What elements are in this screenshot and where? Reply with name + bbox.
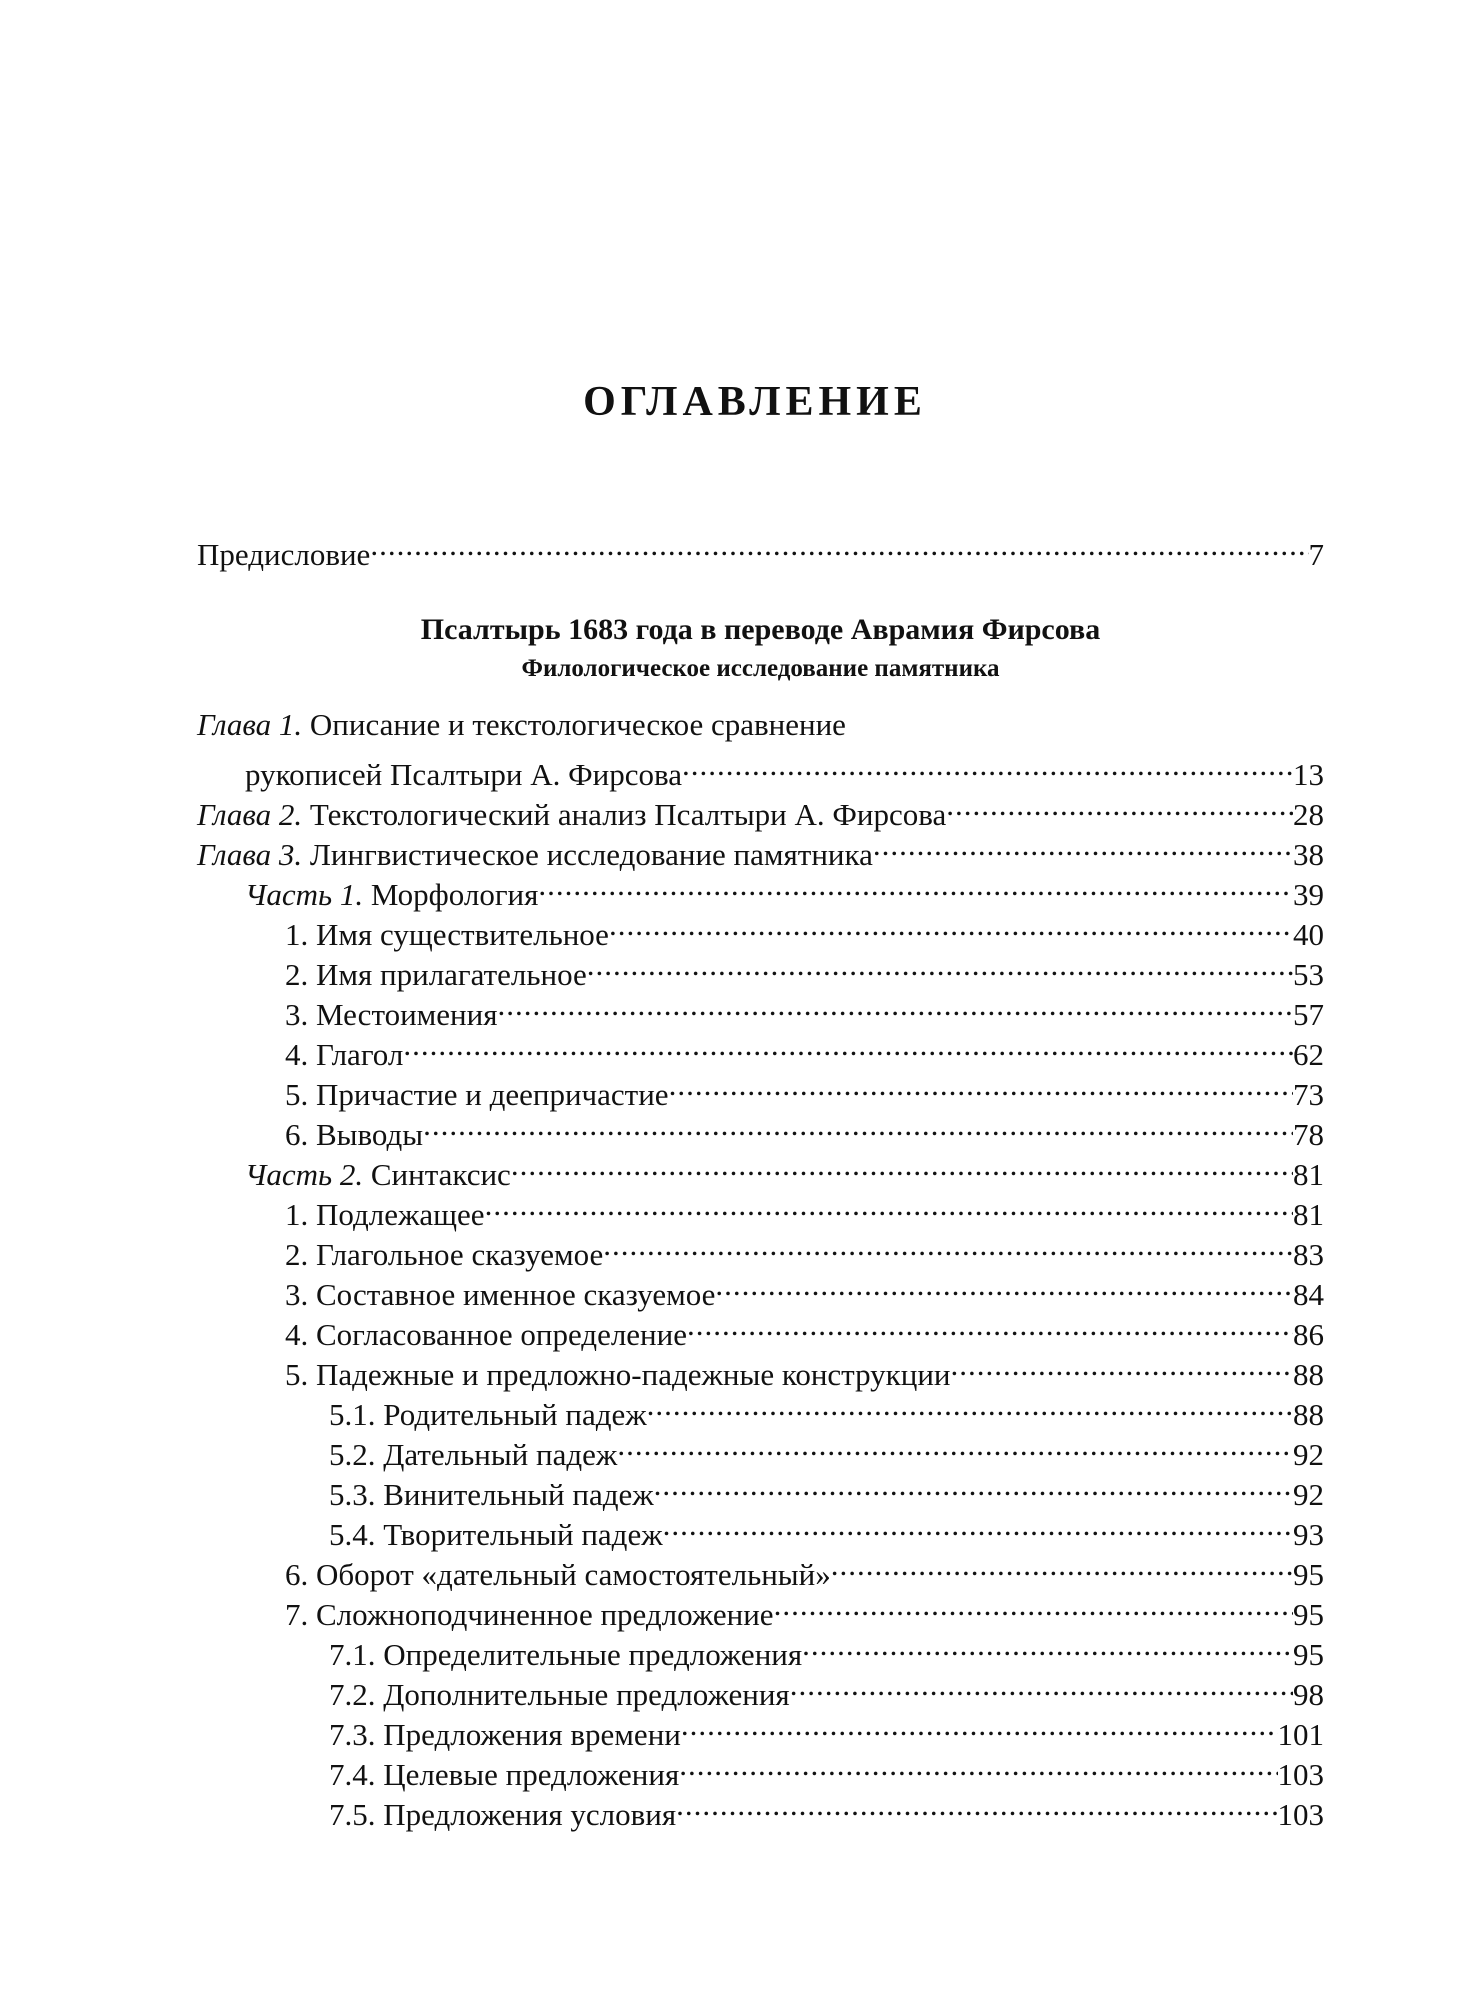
- toc-entry-label: 7.4. Целевые предложения: [329, 1757, 680, 1792]
- toc-entry-label: 6. Оборот «дательный самостоятельный»: [285, 1557, 831, 1592]
- toc-entry-label: 3. Составное именное сказуемое: [285, 1277, 716, 1312]
- toc-entry-label: 7.1. Определительные предложения: [329, 1637, 803, 1672]
- dot-leader: [609, 905, 1293, 945]
- dot-leader: [774, 1585, 1293, 1625]
- toc-entry-label-wrap: [245, 875, 538, 915]
- toc-entry-page: 95: [1293, 1597, 1324, 1632]
- toc-entry-chapter-1-line1[interactable]: [197, 705, 1324, 745]
- toc-entry-label: 2. Имя прилагательное: [285, 957, 587, 992]
- toc-entry-label: 5.3. Винительный падеж: [329, 1477, 654, 1512]
- toc-entry-page: 92: [1293, 1477, 1324, 1512]
- toc-entry-page: 57: [1293, 997, 1324, 1032]
- toc-entry-label-wrap: [245, 1155, 511, 1195]
- toc-entry-page: 84: [1293, 1277, 1324, 1312]
- toc-entry-label: 4. Глагол: [285, 1037, 404, 1072]
- toc-entry-page: 93: [1293, 1517, 1324, 1552]
- toc-list: [197, 705, 1324, 1832]
- dot-leader: [831, 1545, 1293, 1585]
- dot-leader: [682, 745, 1293, 785]
- toc-entry-label: 3. Местоимения: [285, 997, 498, 1032]
- dot-leader: [587, 945, 1293, 985]
- toc-entry-label: 7.5. Предложения условия: [329, 1797, 677, 1832]
- dot-leader: [603, 1225, 1293, 1265]
- toc-entry-label: Текстологический анализ Псалтыри А. Фирсова: [309, 797, 947, 832]
- toc-entry-page: 103: [1277, 1797, 1324, 1832]
- dot-leader: [679, 1745, 1277, 1785]
- dot-leader: [485, 1185, 1293, 1225]
- toc-entry-label-wrap: [197, 795, 946, 835]
- dot-leader: [370, 525, 1308, 565]
- toc-entry-page: 95: [1293, 1637, 1324, 1672]
- part-subtitle: Филологическое исследование памятника: [521, 655, 1000, 682]
- toc-entry-page: 83: [1293, 1237, 1324, 1272]
- toc-entry-preface[interactable]: [197, 525, 1324, 572]
- toc-entry-label: Описание и текстологическое сравнение: [309, 707, 846, 742]
- toc-entry-page: 88: [1293, 1357, 1324, 1392]
- toc-entry-page: 7: [1308, 537, 1324, 572]
- toc-entry-label: 1. Имя существительное: [285, 917, 609, 952]
- dot-leader: [403, 1025, 1293, 1065]
- dot-leader: [647, 1385, 1293, 1425]
- part-prefix: Часть 1.: [245, 877, 364, 912]
- toc-entry-page: 103: [1277, 1757, 1324, 1792]
- page-title: ОГЛАВЛЕНИЕ: [583, 379, 927, 425]
- dot-leader: [676, 1785, 1277, 1825]
- toc-entry-label: Синтаксис: [370, 1157, 511, 1192]
- dot-leader: [654, 1465, 1293, 1505]
- toc-entry-label: 1. Подлежащее: [285, 1197, 485, 1232]
- toc-entry-label: рукописей Псалтыри А. Фирсова: [245, 757, 682, 792]
- dot-leader: [687, 1305, 1293, 1345]
- toc-entry-label: Морфология: [370, 877, 539, 912]
- toc-entry-label: 2. Глагольное сказуемое: [285, 1237, 604, 1272]
- toc-entry-page: 95: [1293, 1557, 1324, 1592]
- toc-entry-label: 4. Согласованное определение: [285, 1317, 688, 1352]
- toc-entry-page: 86: [1293, 1317, 1324, 1352]
- toc-entry-label: 7. Сложноподчиненное предложение: [285, 1597, 774, 1632]
- chapter-prefix: Глава 1.: [197, 707, 303, 742]
- toc-entry-page: 88: [1293, 1397, 1324, 1432]
- dot-leader: [715, 1265, 1293, 1305]
- toc-entry-page: 40: [1293, 917, 1324, 952]
- toc-entry-label: 5. Падежные и предложно-падежные конструкции: [285, 1357, 951, 1392]
- dot-leader: [617, 1425, 1293, 1465]
- toc-entry-page: 81: [1293, 1197, 1324, 1232]
- toc-entry-page: 53: [1293, 957, 1324, 992]
- part-heading: [197, 609, 1324, 687]
- toc-entry-label: 5.1. Родительный падеж: [329, 1397, 647, 1432]
- dot-leader: [538, 865, 1293, 905]
- toc-entry-label: Предисловие: [197, 537, 371, 572]
- toc-entry-label: 5.4. Творительный падеж: [329, 1517, 663, 1552]
- dot-leader: [873, 825, 1293, 865]
- toc-entry-label: Лингвистическое исследование памятника: [309, 837, 873, 872]
- toc-entry-page: 28: [1293, 797, 1324, 832]
- toc-entry-page: 13: [1293, 757, 1324, 792]
- toc-entry-page: 98: [1293, 1677, 1324, 1712]
- part-prefix: Часть 2.: [245, 1157, 364, 1192]
- toc-entry-page: 38: [1293, 837, 1324, 872]
- toc-entry-label: 5.2. Дательный падеж: [329, 1437, 618, 1472]
- dot-leader: [790, 1665, 1293, 1705]
- toc-entry-label: 5. Причастие и деепричастие: [285, 1077, 669, 1112]
- dot-leader: [946, 785, 1293, 825]
- chapter-prefix: Глава 2.: [197, 797, 303, 832]
- toc-entry-page: 92: [1293, 1437, 1324, 1472]
- chapter-prefix: Глава 3.: [197, 837, 303, 872]
- toc-entry-page: 78: [1293, 1117, 1324, 1152]
- toc-entry-label: 7.2. Дополнительные предложения: [329, 1677, 790, 1712]
- dot-leader: [669, 1065, 1293, 1105]
- toc-entry-label: 6. Выводы: [285, 1117, 424, 1152]
- toc-entry-chapter-1-line2[interactable]: [197, 745, 1324, 792]
- toc-entry-page: 39: [1293, 877, 1324, 912]
- dot-leader: [511, 1145, 1293, 1185]
- toc-entry-label: 7.3. Предложения времени: [329, 1717, 681, 1752]
- toc-entry-page: 101: [1277, 1717, 1324, 1752]
- dot-leader: [681, 1705, 1278, 1745]
- toc-entry-page: 62: [1293, 1037, 1324, 1072]
- toc-entry-page: 81: [1293, 1157, 1324, 1192]
- part-title: Псалтырь 1683 года в переводе Аврамия Фирсова: [420, 613, 1101, 646]
- toc-preface-section: [197, 525, 1324, 572]
- dot-leader: [663, 1505, 1293, 1545]
- toc-entry-page: 73: [1293, 1077, 1324, 1112]
- dot-leader: [951, 1345, 1293, 1385]
- dot-leader: [423, 1105, 1293, 1145]
- dot-leader: [802, 1625, 1293, 1665]
- dot-leader: [498, 985, 1294, 1025]
